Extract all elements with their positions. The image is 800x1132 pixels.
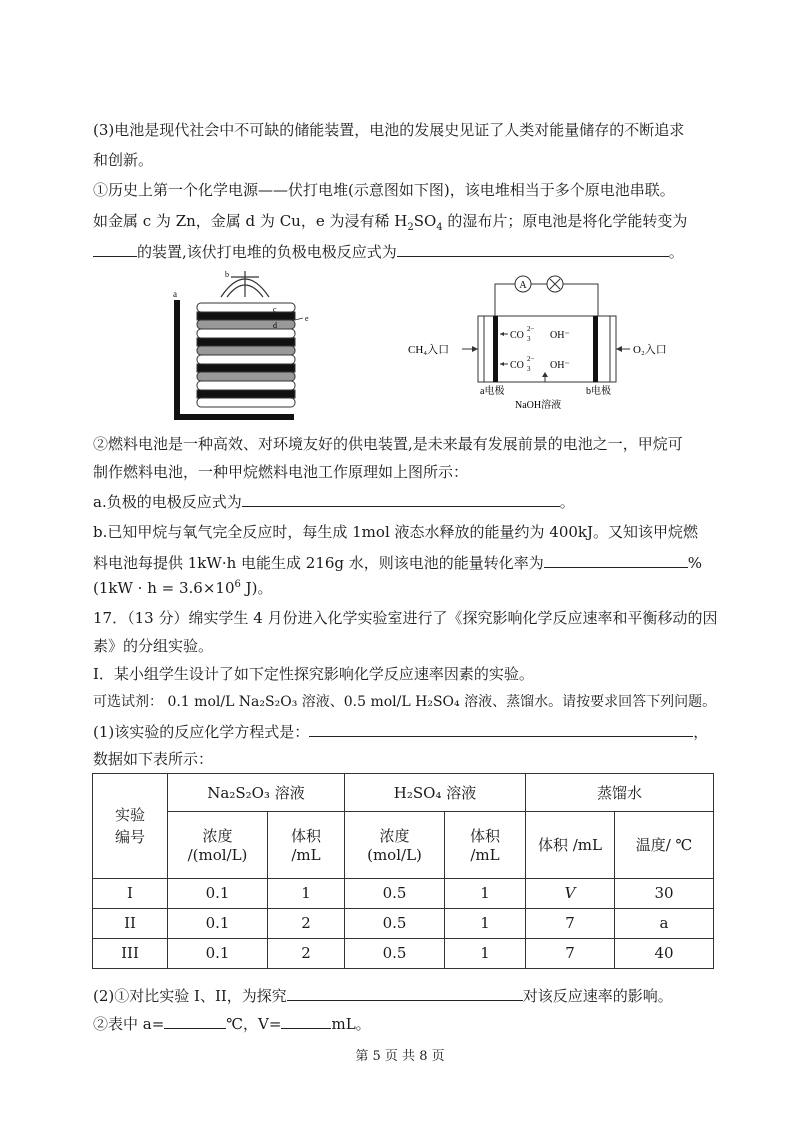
page-footer: 第 5 页 共 8 页 [355,1049,445,1064]
svg-text:2−: 2− [527,325,535,333]
svg-text:OH⁻: OH⁻ [550,360,570,371]
volta-pile-figure [165,265,325,425]
q3-pa-text: a.负极的电极反应式为 [93,493,242,511]
q17-reagents: 可选试剂： 0.1 mol/L Na₂S₂O₃ 溶液、0.5 mol/L H₂SO₄ 溶液、蒸馏水。请按要求回答下列问题。 [93,694,717,710]
q3-pb1: b.已知甲烷与氧气完全反应时，每生成 1mol 液态水释放的能量约为 400kJ。又知该甲烷燃 [93,523,699,541]
volta-label-d: d [273,321,277,330]
q3-pa-end: 。 [559,493,575,511]
q3-pb2-end: % [687,554,703,572]
q17-s3-end: mL。 [331,1015,371,1033]
header-h2so4: H₂SO₄ 溶液 [345,774,526,812]
header-vol-1: 体积 /mL [268,812,345,878]
lamp-icon [547,276,563,292]
header-exp-no: 实验编号 [93,774,168,879]
electrode-a [493,316,498,382]
q17-s1b: 数据如下表所示： [93,750,214,768]
q3-p1b-sub2: 4 [436,222,443,233]
electrode-b [593,316,598,382]
q17-s3-pre: ②表中 a= [93,1015,165,1033]
answer-blank-fuel-negative[interactable] [242,491,560,507]
volta-base [174,414,294,420]
header-water-vol: 体积 /mL [526,812,615,878]
svg-text:CO: CO [510,330,524,341]
q3-pb3 [93,578,273,598]
q3-p1a: ①历史上第一个化学电源——伏打电堆(示意图如下图)，该电堆相当于多个原电池串联。 [93,181,675,199]
q17-s1-text: (1)该实验的反应化学方程式是： [93,723,310,741]
svg-text:3: 3 [527,335,531,343]
header-conc-2: 浓度 (mol/L) [345,812,445,878]
experiment-table [92,773,714,969]
volta-label-a: a [173,289,177,299]
svg-text:CO: CO [510,360,524,371]
fuel-cell-figure [400,270,690,420]
volta-label-b: b [225,270,229,279]
q3-pb3-post: J)。 [240,579,273,597]
q3-p2b: 制作燃料电池，一种甲烷燃料电池工作原理如上图所示： [93,463,469,481]
header-conc-1: 浓度 /(mol/L) [168,812,268,878]
o2-inlet-label: O₂入口 [633,344,667,356]
q17-s3 [93,1013,371,1034]
q17-part1: Ⅰ．某小组学生设计了如下定性探究影响化学反应速率因素的实验。 [93,665,534,683]
answer-blank-factor[interactable] [287,985,523,1001]
q17-s2 [93,985,673,1006]
ch4-inlet-label: CH₄入口 [408,344,450,356]
q3-p2a: ②燃料电池是一种高效、对环境友好的供电装置,是未来最有发展前景的电池之一，甲烷可 [93,435,683,453]
q3-p1b-mid: SO [413,212,437,230]
answer-blank-negative-electrode[interactable] [397,241,669,257]
q3-intro-2: 和创新。 [93,151,154,169]
table-row: I 0.1 1 0.5 1 V 30 [93,878,714,908]
q3-p1c-mid: 的装置,该伏打电堆的负极电极反应式为 [137,243,397,261]
answer-blank-equation[interactable] [309,721,693,737]
q3-p1b-sub1: 2 [407,222,414,233]
q3-pb2 [93,552,702,573]
svg-text:2−: 2− [527,355,535,363]
q3-pb3-pre: (1kW · h = 3.6×10 [93,579,235,597]
q3-p1c [93,241,684,262]
table-row: II 0.1 2 0.5 1 7 a [93,908,714,938]
q3-p1b-pre: 如金属 c 为 Zn，金属 d 为 Cu，e 为浸有稀 H [93,212,408,230]
q17-s1 [93,721,708,742]
svg-text:3: 3 [527,365,531,373]
volta-stack [197,303,295,407]
q17-s2-end: 对该反应速率的影响。 [522,987,673,1005]
external-circuit [495,284,598,316]
q17-title-2: 素》的分组实验。 [93,637,214,655]
q3-p1c-end: 。 [668,243,684,261]
header-temp: 温度/ ℃ [615,812,714,878]
q3-pb2-text: 料电池每提供 1kW·h 电能生成 216g 水，则该电池的能量转化率为 [93,554,544,572]
electrode-b-label: b电极 [586,386,611,397]
header-water: 蒸馏水 [526,774,714,812]
table-row: III 0.1 2 0.5 1 7 40 [93,938,714,968]
q3-pa [93,491,575,512]
ammeter-label: A [519,280,527,291]
volta-label-c: c [273,305,277,314]
q3-p1b [93,211,687,231]
volta-label-e: e [305,314,309,323]
volta-rod [174,300,180,420]
q3-intro: (3)电池是现代社会中不可缺的储能装置，电池的发展史见证了人类对能量储存的不断追求 [93,121,685,139]
q17-s2-text: (2)①对比实验 I、II，为探究 [93,987,287,1005]
q3-p1b-post: 的湿布片；原电池是将化学能转变为 [442,212,688,230]
electrolyte-label: NaOH溶液 [515,400,562,411]
answer-blank-energy[interactable] [93,241,137,257]
q3-pb3-sup: 6 [234,579,241,590]
answer-blank-v[interactable] [281,1013,331,1029]
electrode-a-label: a电极 [480,386,505,397]
header-vol-2: 体积 /mL [445,812,526,878]
q17-s1-end: ， [693,723,709,741]
q17-title: 17．（13 分）绵实学生 4 月份进入化学实验室进行了《探究影响化学反应速率和平衡移动的因 [93,609,718,627]
q17-s3-mid: ℃，V= [226,1015,282,1033]
header-na2s2o3: Na₂S₂O₃ 溶液 [168,774,345,812]
svg-text:OH⁻: OH⁻ [550,330,570,341]
answer-blank-a[interactable] [164,1013,226,1029]
answer-blank-efficiency[interactable] [544,552,688,568]
